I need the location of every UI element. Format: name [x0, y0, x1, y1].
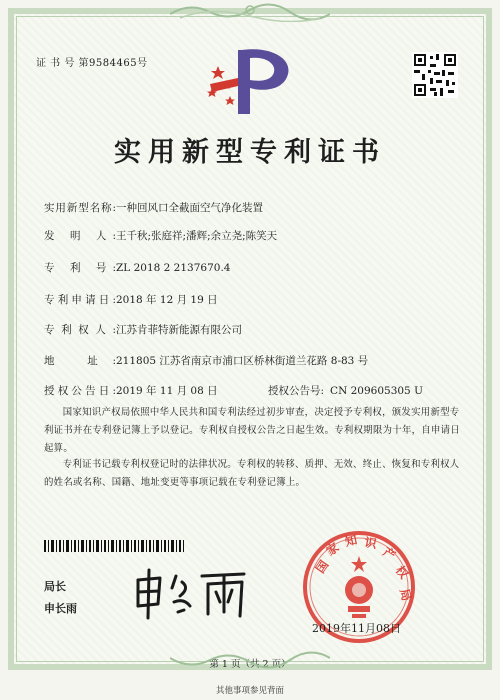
svg-text:局: 局: [397, 587, 414, 603]
field-utility-model-name: [44, 200, 263, 215]
page-number: 第 1 页（共 2 页）: [209, 659, 291, 670]
field-value: 江苏肯菲特新能源有限公司: [116, 324, 242, 336]
field-label: 授权公告号:: [268, 385, 325, 397]
field-address: [44, 353, 368, 368]
svg-text:权: 权: [392, 563, 412, 582]
field-value: 2018 年 12 月 19 日: [116, 294, 218, 306]
field-value: 211805 江苏省南京市浦口区桥林街道兰花路 8-83 号: [116, 355, 369, 367]
svg-text:家: 家: [323, 540, 342, 559]
signatory-name: 申长雨: [44, 602, 77, 615]
field-value: 王千秋;张庭祥;潘辉;余立尧;陈笑天: [116, 230, 278, 242]
field-label: 地 址:: [44, 355, 116, 367]
field-label: 发 明 人:: [44, 230, 116, 242]
field-patentee: [44, 322, 242, 337]
certificate-number: 证 书 号 第9584465号: [36, 58, 148, 69]
cnipa-emblem-icon: [204, 44, 296, 120]
field-value: 2019 年 11 月 08 日: [116, 385, 218, 397]
field-label: 专利权人:: [44, 324, 116, 336]
field-label: 专利申请日:: [44, 294, 116, 306]
field-value: CN 209605305 U: [330, 385, 423, 397]
legal-status-paragraph: 专利证书记载专利权登记时的法律状况。专利权的转移、质押、无效、终止、恢复和专利权人的姓名或名称、国籍、地址变更等事项记载在专利登记簿上。: [44, 459, 460, 488]
field-label: 专 利 号:: [44, 262, 116, 274]
bottom-ornament-icon: [170, 650, 330, 672]
field-label: 授权公告日:: [44, 385, 116, 397]
handwritten-signature: [132, 566, 250, 622]
field-patent-number: [44, 260, 230, 275]
svg-text:知: 知: [343, 532, 359, 549]
field-inventors: [44, 228, 277, 243]
qr-code-icon: [412, 52, 458, 98]
footer-note: 其他事项参见背面: [215, 686, 284, 696]
svg-text:产: 产: [380, 544, 399, 563]
seal-date: 2019年11月08日: [312, 622, 401, 635]
svg-text:识: 识: [363, 535, 378, 552]
certificate-title: 实用新型专利证书: [114, 137, 386, 168]
field-value: ZL 2018 2 2137670.4: [116, 262, 231, 274]
grant-statement-paragraph: 国家知识产权局依照中华人民共和国专利法经过初步审查，决定授予专利权，颁发实用新型专利证书并在专利登记簿上予以登记。专利权自授权公告之日起生效。专利权期限为十年，自申请日起算。: [44, 407, 461, 454]
field-grant-date: [44, 383, 218, 398]
field-value: 一种回风口全截面空气净化装置: [116, 202, 263, 214]
svg-text:国: 国: [312, 557, 332, 576]
field-grant-notice-number: [268, 383, 423, 398]
barcode-icon: [44, 540, 184, 552]
field-application-date: [44, 292, 218, 307]
signatory-title: 局长: [44, 580, 66, 593]
top-ornament-icon: [170, 0, 330, 22]
field-label: 实用新型名称:: [44, 202, 116, 214]
